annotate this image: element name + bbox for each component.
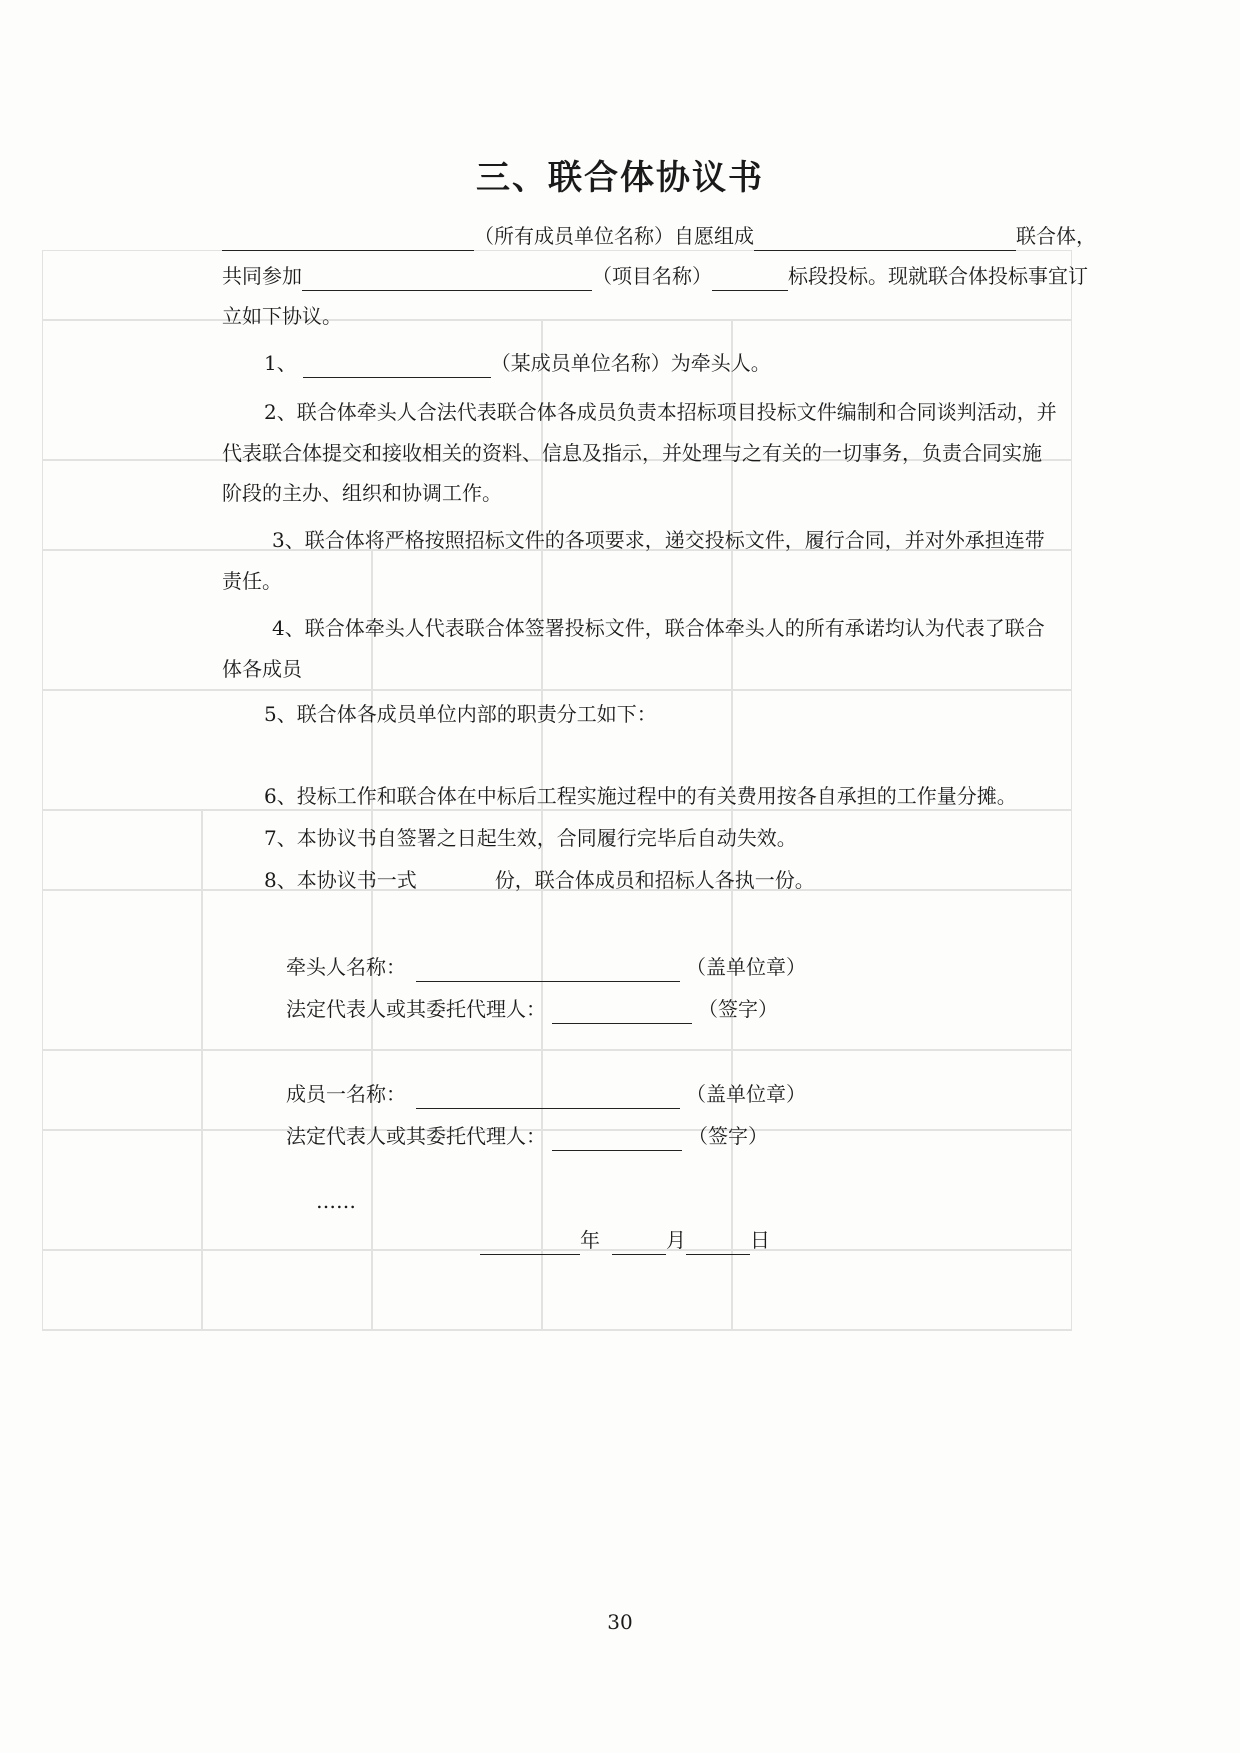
clause-7: 7、本协议书自签署之日起生效，合同履行完毕后自动失效。 [264, 826, 797, 850]
day-blank [686, 1230, 750, 1255]
section-label: 标段投标。现就联合体投标事宜订 [788, 264, 1088, 288]
member-rep-line [286, 1121, 768, 1151]
project-label: （项目名称） [592, 264, 712, 288]
lead-sign-label: （签字） [698, 997, 778, 1021]
year-blank [480, 1230, 580, 1255]
joint-label: 共同参加 [222, 264, 302, 288]
clause-1-prefix: 1、 [264, 351, 297, 375]
clause-8-prefix: 8、本协议书一式 [264, 868, 417, 892]
section-blank [712, 266, 788, 291]
consortium-name-blank [754, 226, 1016, 251]
lead-member-blank [303, 353, 491, 378]
clause-4-line-2: 体各成员 [222, 657, 302, 681]
member-seal-label: （盖单位章） [686, 1082, 806, 1106]
clause-2-line-1: 2、联合体牵头人合法代表联合体各成员负责本招标项目投标文件编制和合同谈判活动，并 [264, 400, 1057, 424]
more-members-ellipsis: …… [316, 1189, 356, 1213]
clause-8-suffix: 份，联合体成员和招标人各执一份。 [494, 868, 815, 892]
clause-8 [264, 865, 815, 895]
page-title: 三、联合体协议书 [476, 158, 764, 198]
lead-rep-blank [552, 999, 692, 1024]
clause-3-line-1: 3、联合体将严格按照招标文件的各项要求，递交投标文件，履行合同，并对外承担连带 [272, 528, 1045, 552]
project-blank [302, 266, 592, 291]
year-label: 年 [580, 1228, 600, 1252]
lead-name-label: 牵头人名称： [286, 955, 406, 979]
clause-2-line-3: 阶段的主办、组织和协调工作。 [222, 481, 502, 505]
month-blank [612, 1230, 666, 1255]
consortium-label: 联合体， [1016, 224, 1096, 248]
members-label: （所有成员单位名称）自愿组成 [474, 224, 754, 248]
day-label: 日 [750, 1228, 770, 1252]
intro-line-2 [222, 261, 1088, 291]
member-name-blank [416, 1084, 680, 1109]
clause-4-line-1: 4、联合体牵头人代表联合体签署投标文件，联合体牵头人的所有承诺均认为代表了联合 [272, 616, 1045, 640]
member-sign-label: （签字） [688, 1124, 768, 1148]
agreement-line: 立如下协议。 [222, 304, 342, 328]
clause-3-line-2: 责任。 [222, 569, 282, 593]
date-line [480, 1225, 770, 1255]
lead-seal-label: （盖单位章） [686, 955, 806, 979]
clause-1 [264, 348, 771, 378]
member-signature-line [286, 1079, 806, 1109]
member-name-label: 成员一名称： [286, 1082, 406, 1106]
members-blank [222, 226, 474, 251]
member-rep-blank [552, 1126, 682, 1151]
clause-5: 5、联合体各成员单位内部的职责分工如下： [264, 702, 657, 726]
clause-2-line-2: 代表联合体提交和接收相关的资料、信息及指示，并处理与之有关的一切事务，负责合同实施 [222, 441, 1042, 465]
lead-rep-label: 法定代表人或其委托代理人： [286, 997, 546, 1021]
lead-rep-line [286, 994, 778, 1024]
lead-signature-line [286, 952, 806, 982]
month-label: 月 [666, 1228, 686, 1252]
page-number: 30 [607, 1610, 633, 1634]
lead-name-blank [416, 957, 680, 982]
member-rep-label: 法定代表人或其委托代理人： [286, 1124, 546, 1148]
clause-1-suffix: （某成员单位名称）为牵头人。 [490, 351, 771, 375]
intro-line-1 [222, 221, 1096, 251]
clause-6: 6、投标工作和联合体在中标后工程实施过程中的有关费用按各自承担的工作量分摊。 [264, 784, 1017, 808]
